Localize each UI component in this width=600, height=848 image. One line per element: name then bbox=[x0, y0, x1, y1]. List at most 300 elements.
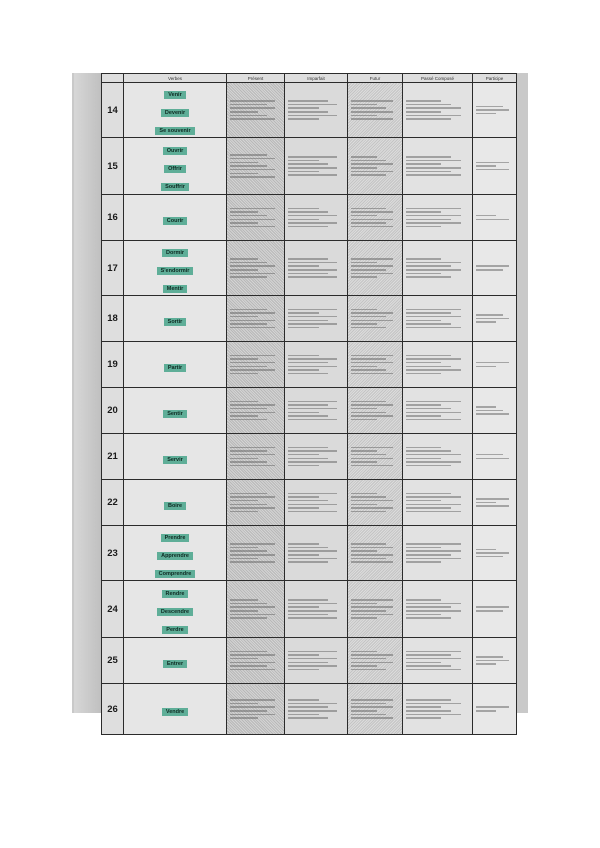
illegible-text-line bbox=[351, 211, 393, 213]
illegible-text-line bbox=[351, 262, 377, 264]
illegible-text-line bbox=[230, 454, 275, 456]
present-cell bbox=[227, 434, 285, 480]
illegible-text-line bbox=[351, 714, 386, 716]
illegible-text-line bbox=[476, 454, 503, 456]
illegible-text-line bbox=[406, 458, 441, 460]
illegible-text-line bbox=[351, 447, 393, 449]
illegible-text-line bbox=[288, 156, 337, 158]
illegible-text-line bbox=[476, 552, 509, 554]
illegible-text-line bbox=[406, 219, 451, 221]
verb-infinitive: Apprendre bbox=[157, 552, 193, 560]
illegible-text-line bbox=[288, 599, 328, 601]
row-number: 22 bbox=[102, 480, 124, 526]
illegible-text-line bbox=[351, 454, 386, 456]
illegible-text-line bbox=[288, 366, 337, 368]
present-cell bbox=[227, 388, 285, 434]
illegible-text-line bbox=[230, 450, 267, 452]
imparfait-cell bbox=[285, 638, 348, 684]
illegible-text-line bbox=[406, 507, 451, 509]
illegible-text-line bbox=[476, 265, 509, 267]
participe-cell bbox=[473, 434, 517, 480]
illegible-text-line bbox=[288, 665, 337, 667]
illegible-text-line bbox=[351, 461, 377, 463]
illegible-text-line bbox=[351, 496, 386, 498]
illegible-text-line bbox=[351, 323, 377, 325]
illegible-text-line bbox=[351, 547, 393, 549]
illegible-text-line bbox=[351, 465, 393, 467]
illegible-text-line bbox=[288, 662, 328, 664]
illegible-text-line bbox=[351, 401, 386, 403]
illegible-text-line bbox=[351, 658, 386, 660]
header-participe: Participe bbox=[473, 74, 517, 83]
table-row bbox=[102, 296, 517, 342]
illegible-text-line bbox=[406, 262, 461, 264]
illegible-text-line bbox=[406, 222, 461, 224]
passe-compose-cell bbox=[403, 526, 473, 581]
header-futur: Futur bbox=[348, 74, 403, 83]
passe-compose-cell bbox=[403, 241, 473, 296]
illegible-text-line bbox=[288, 362, 328, 364]
illegible-text-line bbox=[476, 610, 503, 612]
illegible-text-line bbox=[288, 458, 328, 460]
conjugation-table bbox=[101, 73, 517, 735]
futur-cell bbox=[348, 342, 403, 388]
illegible-text-line bbox=[406, 373, 441, 375]
row-number: 14 bbox=[102, 83, 124, 138]
passe-compose-cell bbox=[403, 638, 473, 684]
illegible-text-line bbox=[406, 504, 461, 506]
illegible-text-line bbox=[476, 362, 509, 364]
table-row bbox=[102, 480, 517, 526]
illegible-text-line bbox=[230, 504, 267, 506]
illegible-text-line bbox=[230, 610, 258, 612]
verb-infinitive: Souffrir bbox=[161, 183, 189, 191]
verb-infinitive: Entrer bbox=[163, 660, 187, 668]
imparfait-cell bbox=[285, 684, 348, 735]
row-number: 15 bbox=[102, 138, 124, 195]
illegible-text-line bbox=[406, 547, 441, 549]
header-number bbox=[102, 74, 124, 83]
illegible-text-line bbox=[288, 269, 337, 271]
futur-cell bbox=[348, 296, 403, 342]
illegible-text-line bbox=[406, 156, 451, 158]
passe-compose-cell bbox=[403, 138, 473, 195]
illegible-text-line bbox=[288, 107, 319, 109]
table-row bbox=[102, 83, 517, 138]
verb-infinitive: S'endormir bbox=[157, 267, 194, 275]
illegible-text-line bbox=[406, 699, 451, 701]
illegible-text-line bbox=[476, 413, 509, 415]
illegible-text-line bbox=[406, 366, 451, 368]
illegible-text-line bbox=[288, 211, 328, 213]
illegible-text-line bbox=[288, 511, 337, 513]
illegible-text-line bbox=[351, 669, 386, 671]
illegible-text-line bbox=[351, 355, 393, 357]
illegible-text-line bbox=[476, 656, 503, 658]
illegible-text-line bbox=[406, 312, 451, 314]
verb-infinitive: Venir bbox=[164, 91, 185, 99]
illegible-text-line bbox=[230, 262, 267, 264]
table-row bbox=[102, 581, 517, 638]
illegible-text-line bbox=[288, 160, 319, 162]
illegible-text-line bbox=[230, 511, 258, 513]
illegible-text-line bbox=[476, 505, 509, 507]
illegible-text-line bbox=[230, 458, 258, 460]
verb-cell bbox=[124, 241, 227, 296]
illegible-text-line bbox=[406, 717, 441, 719]
illegible-text-line bbox=[406, 316, 461, 318]
illegible-text-line bbox=[406, 160, 461, 162]
illegible-text-line bbox=[351, 558, 386, 560]
verb-infinitive: Descendre bbox=[157, 608, 193, 616]
verb-infinitive: Sortir bbox=[164, 318, 187, 326]
illegible-text-line bbox=[406, 703, 461, 705]
verb-cell bbox=[124, 83, 227, 138]
illegible-text-line bbox=[230, 104, 267, 106]
present-cell bbox=[227, 195, 285, 241]
illegible-text-line bbox=[351, 599, 393, 601]
illegible-text-line bbox=[351, 226, 393, 228]
illegible-text-line bbox=[406, 163, 441, 165]
row-number: 20 bbox=[102, 388, 124, 434]
illegible-text-line bbox=[288, 415, 328, 417]
participe-cell bbox=[473, 480, 517, 526]
illegible-text-line bbox=[476, 458, 509, 460]
table-row bbox=[102, 638, 517, 684]
illegible-text-line bbox=[288, 550, 337, 552]
imparfait-cell bbox=[285, 342, 348, 388]
illegible-text-line bbox=[230, 355, 275, 357]
illegible-text-line bbox=[230, 714, 275, 716]
present-cell bbox=[227, 480, 285, 526]
illegible-text-line bbox=[288, 226, 328, 228]
illegible-text-line bbox=[288, 408, 337, 410]
illegible-text-line bbox=[288, 222, 337, 224]
participe-cell bbox=[473, 195, 517, 241]
illegible-text-line bbox=[406, 447, 441, 449]
participe-cell bbox=[473, 684, 517, 735]
imparfait-cell bbox=[285, 480, 348, 526]
illegible-text-line bbox=[288, 219, 319, 221]
imparfait-cell bbox=[285, 83, 348, 138]
illegible-text-line bbox=[351, 100, 393, 102]
illegible-text-line bbox=[351, 174, 386, 176]
illegible-text-line bbox=[230, 614, 275, 616]
illegible-text-line bbox=[288, 273, 328, 275]
verb-infinitive: Rendre bbox=[162, 590, 189, 598]
illegible-text-line bbox=[406, 100, 441, 102]
illegible-text-line bbox=[351, 614, 393, 616]
participe-cell bbox=[473, 296, 517, 342]
illegible-text-line bbox=[351, 171, 393, 173]
illegible-text-line bbox=[351, 273, 393, 275]
illegible-text-line bbox=[230, 362, 275, 364]
illegible-text-line bbox=[406, 493, 451, 495]
verb-cell bbox=[124, 138, 227, 195]
illegible-text-line bbox=[288, 699, 319, 701]
row-number: 21 bbox=[102, 434, 124, 480]
illegible-text-line bbox=[288, 171, 319, 173]
illegible-text-line bbox=[351, 507, 393, 509]
illegible-text-line bbox=[351, 219, 393, 221]
illegible-text-line bbox=[351, 606, 393, 608]
illegible-text-line bbox=[230, 373, 258, 375]
illegible-text-line bbox=[406, 461, 461, 463]
illegible-text-line bbox=[406, 419, 461, 421]
illegible-text-line bbox=[351, 107, 386, 109]
illegible-text-line bbox=[351, 662, 393, 664]
imparfait-cell bbox=[285, 241, 348, 296]
illegible-text-line bbox=[230, 118, 275, 120]
illegible-text-line bbox=[230, 558, 258, 560]
imparfait-cell bbox=[285, 434, 348, 480]
illegible-text-line bbox=[406, 273, 441, 275]
illegible-text-line bbox=[230, 465, 275, 467]
illegible-text-line bbox=[476, 321, 496, 323]
illegible-text-line bbox=[230, 617, 267, 619]
illegible-text-line bbox=[230, 154, 267, 156]
verb-infinitive: Courir bbox=[163, 217, 188, 225]
illegible-text-line bbox=[351, 366, 377, 368]
verb-infinitive: Sentir bbox=[163, 410, 187, 418]
illegible-text-line bbox=[406, 550, 461, 552]
futur-cell bbox=[348, 195, 403, 241]
illegible-text-line bbox=[288, 461, 337, 463]
illegible-text-line bbox=[351, 404, 393, 406]
futur-cell bbox=[348, 526, 403, 581]
illegible-text-line bbox=[230, 265, 275, 267]
illegible-text-line bbox=[406, 614, 441, 616]
present-cell bbox=[227, 581, 285, 638]
verb-infinitive: Vendre bbox=[162, 708, 188, 716]
illegible-text-line bbox=[288, 654, 319, 656]
row-number: 26 bbox=[102, 684, 124, 735]
illegible-text-line bbox=[351, 458, 393, 460]
illegible-text-line bbox=[288, 316, 337, 318]
illegible-text-line bbox=[230, 493, 267, 495]
illegible-text-line bbox=[476, 556, 503, 558]
illegible-text-line bbox=[406, 606, 451, 608]
illegible-text-line bbox=[476, 549, 496, 551]
illegible-text-line bbox=[230, 606, 275, 608]
participe-cell bbox=[473, 388, 517, 434]
verb-cell bbox=[124, 684, 227, 735]
illegible-text-line bbox=[406, 669, 461, 671]
imparfait-cell bbox=[285, 195, 348, 241]
illegible-text-line bbox=[288, 323, 337, 325]
illegible-text-line bbox=[351, 222, 386, 224]
row-number: 24 bbox=[102, 581, 124, 638]
illegible-text-line bbox=[230, 358, 258, 360]
illegible-text-line bbox=[406, 617, 451, 619]
imparfait-cell bbox=[285, 581, 348, 638]
verb-infinitive: Partir bbox=[164, 364, 186, 372]
illegible-text-line bbox=[230, 710, 267, 712]
illegible-text-line bbox=[288, 276, 337, 278]
verb-infinitive: Perdre bbox=[162, 626, 187, 634]
illegible-text-line bbox=[351, 703, 386, 705]
illegible-text-line bbox=[230, 651, 267, 653]
illegible-text-line bbox=[351, 419, 377, 421]
illegible-text-line bbox=[288, 714, 319, 716]
illegible-text-line bbox=[351, 450, 377, 452]
table-row bbox=[102, 684, 517, 735]
illegible-text-line bbox=[406, 104, 451, 106]
illegible-text-line bbox=[351, 309, 377, 311]
illegible-text-line bbox=[230, 226, 275, 228]
participe-cell bbox=[473, 83, 517, 138]
verb-cell bbox=[124, 638, 227, 684]
header-row bbox=[102, 74, 517, 83]
illegible-text-line bbox=[288, 320, 328, 322]
illegible-text-line bbox=[406, 174, 461, 176]
illegible-text-line bbox=[351, 651, 377, 653]
illegible-text-line bbox=[351, 415, 393, 417]
verb-cell bbox=[124, 296, 227, 342]
illegible-text-line bbox=[406, 554, 451, 556]
verb-cell bbox=[124, 342, 227, 388]
futur-cell bbox=[348, 241, 403, 296]
illegible-text-line bbox=[288, 465, 319, 467]
verb-infinitive: Ouvrir bbox=[163, 147, 188, 155]
illegible-text-line bbox=[406, 412, 461, 414]
illegible-text-line bbox=[230, 554, 275, 556]
illegible-text-line bbox=[351, 167, 377, 169]
illegible-text-line bbox=[351, 610, 386, 612]
illegible-text-line bbox=[406, 276, 451, 278]
illegible-text-line bbox=[406, 258, 441, 260]
illegible-text-line bbox=[406, 651, 461, 653]
illegible-text-line bbox=[351, 118, 393, 120]
illegible-text-line bbox=[288, 115, 337, 117]
illegible-text-line bbox=[288, 327, 319, 329]
illegible-text-line bbox=[351, 412, 386, 414]
illegible-text-line bbox=[476, 410, 503, 412]
verb-cell bbox=[124, 434, 227, 480]
illegible-text-line bbox=[406, 404, 441, 406]
illegible-text-line bbox=[288, 603, 337, 605]
illegible-text-line bbox=[406, 599, 441, 601]
illegible-text-line bbox=[351, 265, 393, 267]
row-number: 18 bbox=[102, 296, 124, 342]
passe-compose-cell bbox=[403, 480, 473, 526]
row-number: 19 bbox=[102, 342, 124, 388]
illegible-text-line bbox=[288, 493, 337, 495]
illegible-text-line bbox=[230, 461, 267, 463]
table-row bbox=[102, 526, 517, 581]
row-number: 23 bbox=[102, 526, 124, 581]
passe-compose-cell bbox=[403, 581, 473, 638]
illegible-text-line bbox=[230, 369, 275, 371]
illegible-text-line bbox=[230, 658, 258, 660]
present-cell bbox=[227, 241, 285, 296]
illegible-text-line bbox=[406, 706, 441, 708]
illegible-text-line bbox=[288, 561, 328, 563]
illegible-text-line bbox=[351, 504, 377, 506]
imparfait-cell bbox=[285, 138, 348, 195]
verb-cell bbox=[124, 388, 227, 434]
page-margin-shadow bbox=[74, 73, 102, 713]
illegible-text-line bbox=[406, 496, 461, 498]
verb-cell bbox=[124, 480, 227, 526]
verb-infinitive: Servir bbox=[163, 456, 187, 464]
illegible-text-line bbox=[230, 173, 258, 175]
illegible-text-line bbox=[288, 208, 319, 210]
passe-compose-cell bbox=[403, 195, 473, 241]
illegible-text-line bbox=[476, 219, 509, 221]
illegible-text-line bbox=[230, 176, 275, 178]
illegible-text-line bbox=[351, 408, 377, 410]
illegible-text-line bbox=[406, 654, 451, 656]
illegible-text-line bbox=[351, 654, 393, 656]
verb-infinitive: Prendre bbox=[161, 534, 190, 542]
illegible-text-line bbox=[230, 404, 275, 406]
illegible-text-line bbox=[230, 665, 267, 667]
illegible-text-line bbox=[351, 362, 393, 364]
illegible-text-line bbox=[288, 104, 337, 106]
illegible-text-line bbox=[476, 109, 509, 111]
illegible-text-line bbox=[351, 493, 377, 495]
table-row bbox=[102, 195, 517, 241]
illegible-text-line bbox=[288, 658, 337, 660]
illegible-text-line bbox=[351, 717, 393, 719]
illegible-text-line bbox=[288, 167, 337, 169]
illegible-text-line bbox=[288, 404, 328, 406]
illegible-text-line bbox=[230, 366, 267, 368]
participe-cell bbox=[473, 638, 517, 684]
illegible-text-line bbox=[288, 163, 328, 165]
illegible-text-line bbox=[230, 312, 275, 314]
illegible-text-line bbox=[230, 496, 275, 498]
verb-infinitive: Comprendre bbox=[155, 570, 196, 578]
illegible-text-line bbox=[230, 320, 275, 322]
illegible-text-line bbox=[351, 215, 377, 217]
verb-infinitive: Dormir bbox=[162, 249, 188, 257]
illegible-text-line bbox=[351, 160, 386, 162]
futur-cell bbox=[348, 388, 403, 434]
illegible-text-line bbox=[230, 412, 275, 414]
illegible-text-line bbox=[406, 167, 461, 169]
illegible-text-line bbox=[288, 504, 337, 506]
verb-infinitive: Se souvenir bbox=[155, 127, 194, 135]
imparfait-cell bbox=[285, 296, 348, 342]
illegible-text-line bbox=[351, 104, 377, 106]
illegible-text-line bbox=[230, 408, 267, 410]
illegible-text-line bbox=[230, 699, 275, 701]
passe-compose-cell bbox=[403, 83, 473, 138]
illegible-text-line bbox=[230, 543, 275, 545]
illegible-text-line bbox=[351, 617, 377, 619]
illegible-text-line bbox=[476, 406, 496, 408]
illegible-text-line bbox=[288, 419, 337, 421]
illegible-text-line bbox=[288, 706, 328, 708]
participe-cell bbox=[473, 138, 517, 195]
illegible-text-line bbox=[230, 208, 275, 210]
illegible-text-line bbox=[406, 211, 441, 213]
illegible-text-line bbox=[351, 312, 393, 314]
table-row bbox=[102, 342, 517, 388]
table-row bbox=[102, 138, 517, 195]
illegible-text-line bbox=[351, 163, 393, 165]
illegible-text-line bbox=[288, 309, 337, 311]
illegible-text-line bbox=[288, 547, 328, 549]
illegible-text-line bbox=[288, 358, 337, 360]
table-row bbox=[102, 434, 517, 480]
illegible-text-line bbox=[230, 165, 267, 167]
illegible-text-line bbox=[230, 717, 258, 719]
illegible-text-line bbox=[406, 603, 461, 605]
illegible-text-line bbox=[288, 554, 319, 556]
